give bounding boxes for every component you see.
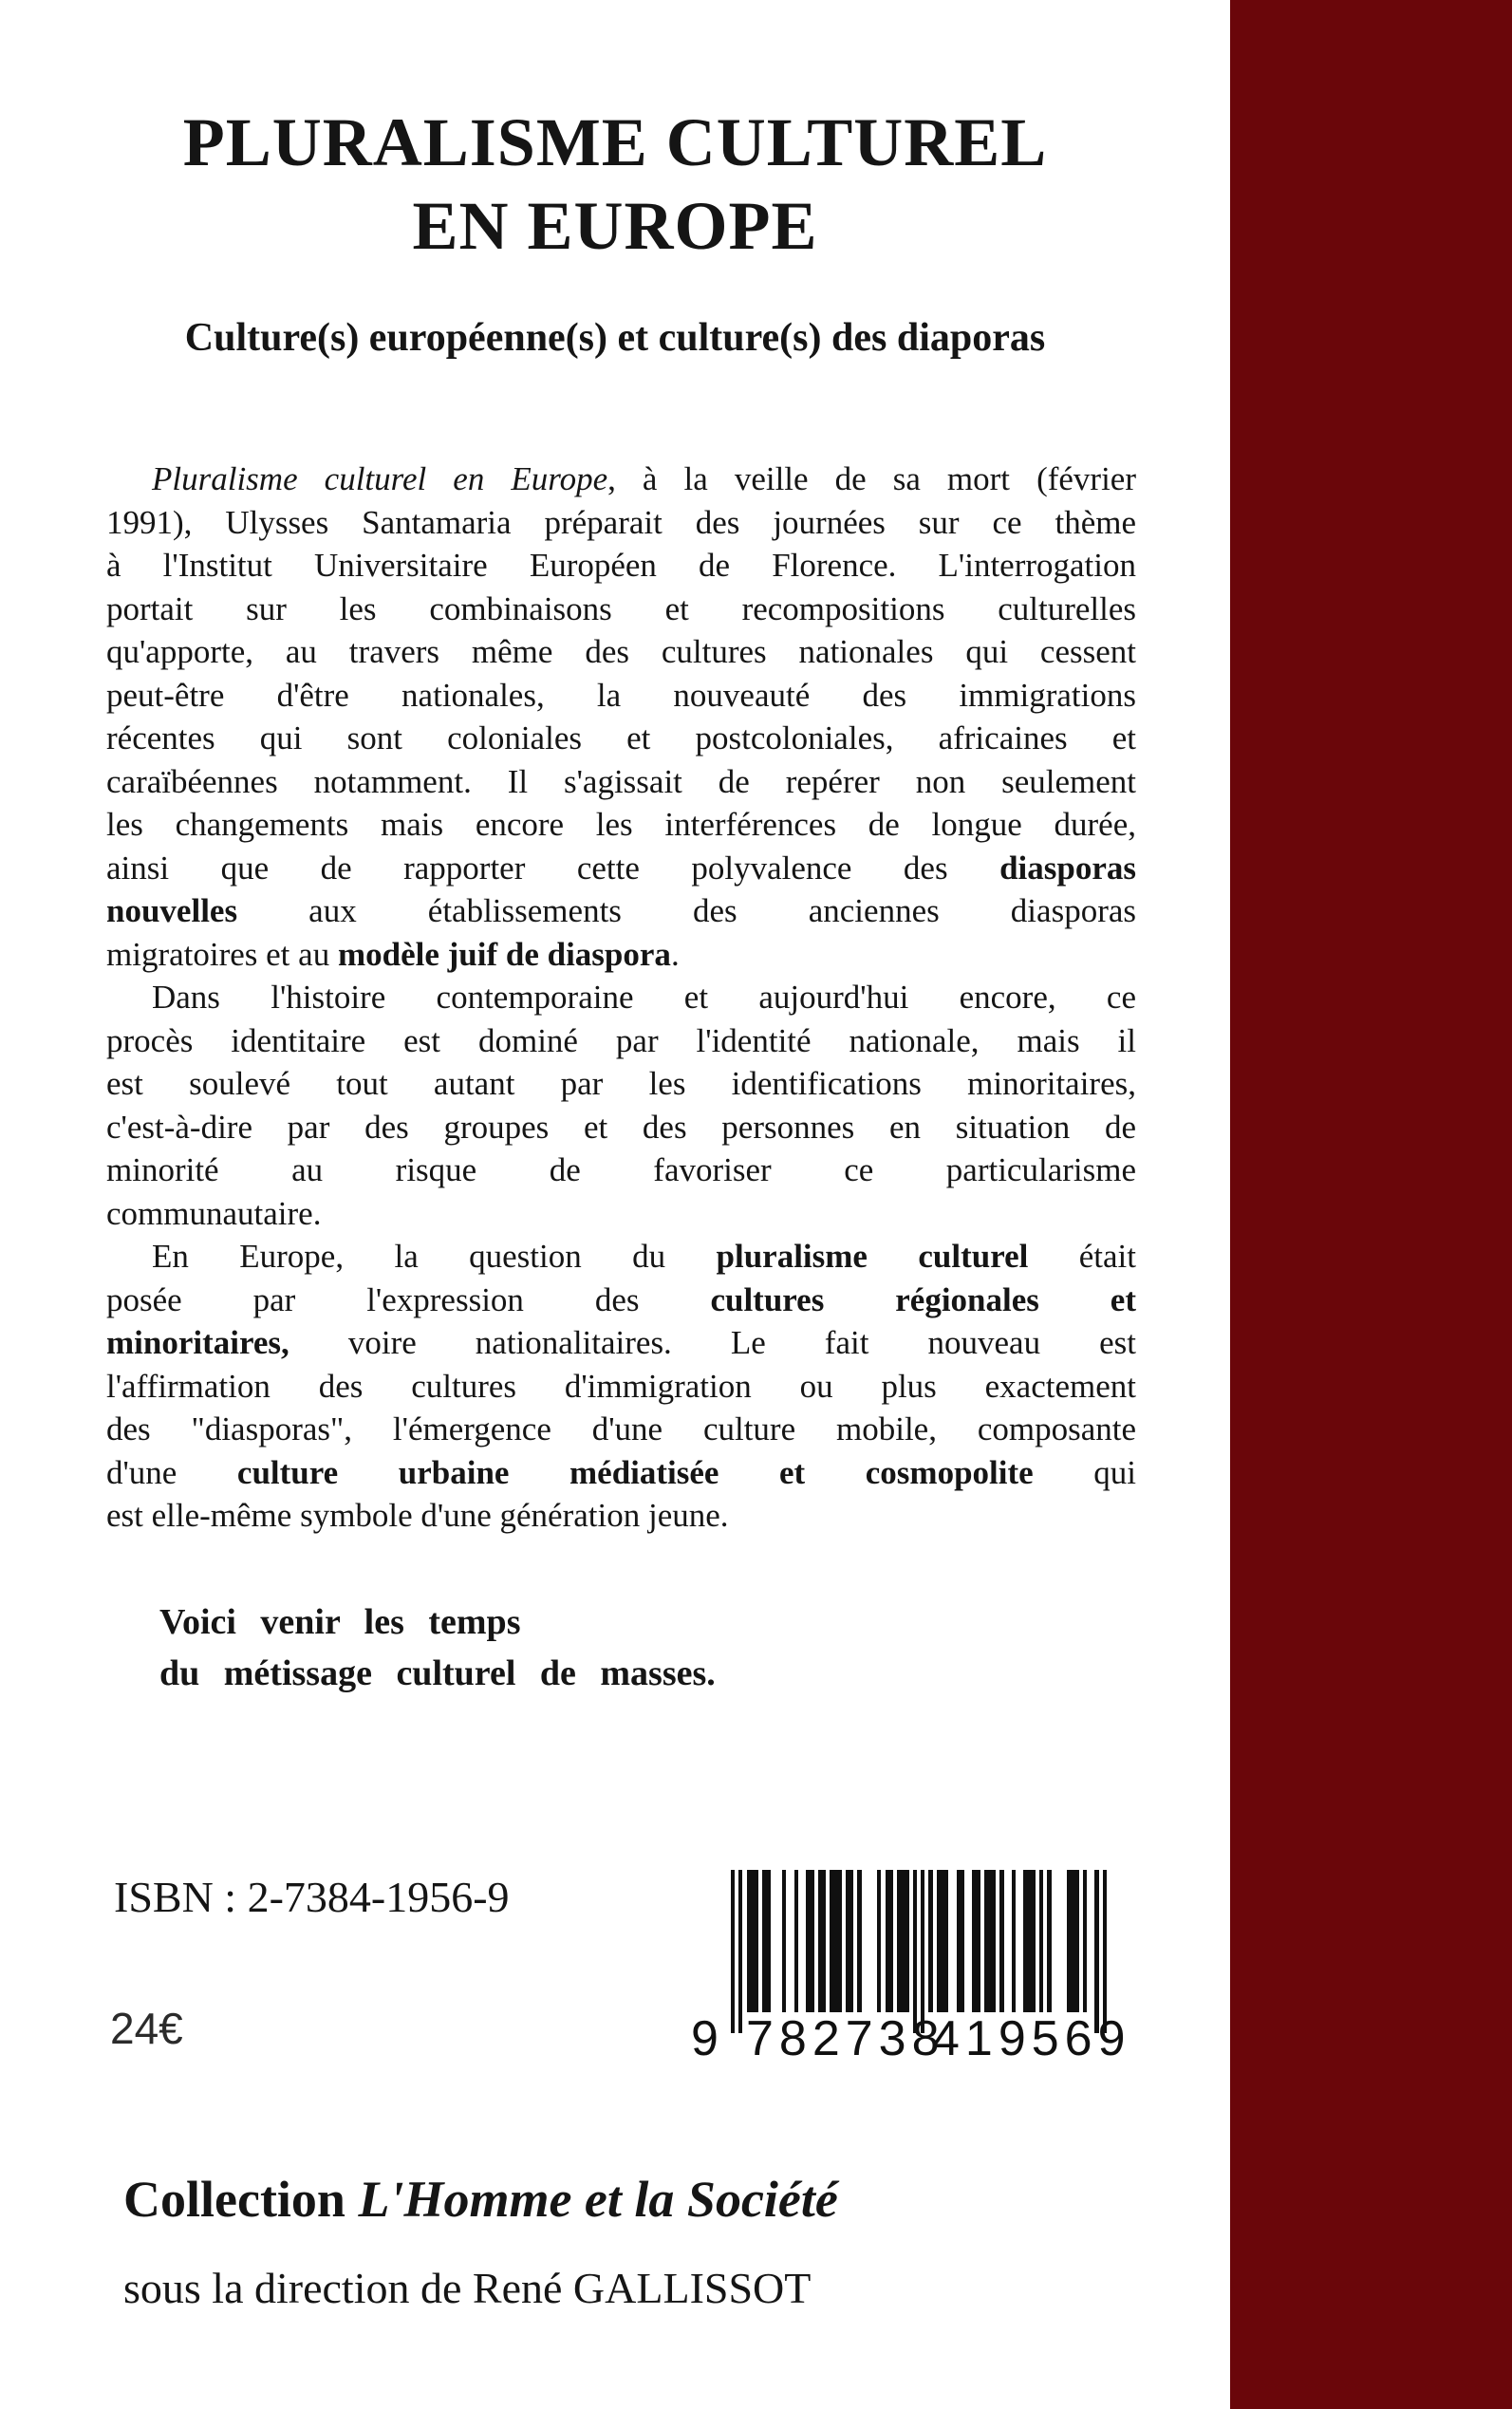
barcode-bar bbox=[886, 1870, 893, 2012]
text-segment: culture urbaine médiatisée et cosmopolite bbox=[236, 1453, 1034, 1491]
barcode-bar bbox=[972, 1870, 980, 2012]
pull-quote bbox=[159, 1597, 716, 1699]
blurb-line bbox=[106, 1192, 1136, 1236]
barcode-digit-group-1: 782738 bbox=[746, 2011, 945, 2066]
barcode-bar bbox=[738, 1870, 742, 2033]
barcode-digit-group-2: 419569 bbox=[932, 2011, 1131, 2066]
barcode-bar bbox=[937, 1870, 949, 2012]
blurb-line bbox=[106, 630, 1136, 674]
barcode-bar bbox=[1023, 1870, 1036, 2012]
text-segment: communautaire. bbox=[106, 1194, 322, 1232]
text-segment: cultures régionales et bbox=[710, 1280, 1137, 1318]
collection-label: Collection bbox=[123, 2171, 359, 2228]
barcode-bar bbox=[1067, 1870, 1079, 2012]
text-segment: aux établissements des anciennes diasporas bbox=[237, 892, 1136, 929]
barcode-bar bbox=[1039, 1870, 1043, 2012]
blurb-paragraph bbox=[106, 458, 1136, 976]
text-segment: caraïbéennes notamment. Il s'agissait de repérer non seulement bbox=[106, 762, 1136, 800]
blurb-line bbox=[106, 1494, 1136, 1538]
barcode-bar bbox=[984, 1870, 997, 2012]
blurb-line bbox=[106, 1279, 1136, 1322]
text-segment: pluralisme culturel bbox=[716, 1238, 1029, 1275]
barcode-digits bbox=[691, 2010, 1131, 2067]
text-segment: peut-être d'être nationales, la nouveauté des immigrations bbox=[106, 676, 1136, 714]
blurb-line bbox=[106, 1451, 1136, 1495]
text-segment: était bbox=[1028, 1238, 1136, 1275]
barcode-bar bbox=[830, 1870, 842, 2012]
book-subtitle: Culture(s) européenne(s) et culture(s) des diaporas bbox=[184, 316, 1046, 360]
blurb-line bbox=[106, 889, 1136, 933]
barcode-bar bbox=[913, 1870, 917, 2033]
blurb-line bbox=[106, 803, 1136, 847]
text-segment: est elle-même symbole d'une génération jeune. bbox=[106, 1497, 729, 1534]
text-segment: minoritaires, bbox=[106, 1324, 289, 1361]
barcode-bar bbox=[1012, 1870, 1016, 2012]
blurb-line bbox=[106, 976, 1136, 1019]
text-segment: est soulevé tout autant par les identifications minoritaires, bbox=[106, 1065, 1136, 1102]
blurb-line bbox=[106, 674, 1136, 718]
text-segment: migratoires et au bbox=[106, 935, 338, 973]
title-line-2: EN EUROPE bbox=[412, 188, 818, 264]
text-segment: portait sur les combinaisons et recompositions culturelles bbox=[106, 589, 1136, 627]
blurb-line bbox=[106, 933, 1136, 977]
isbn-text: ISBN : 2-7384-1956-9 bbox=[114, 1873, 510, 1921]
barcode-bar bbox=[1094, 1870, 1098, 2033]
book-title bbox=[0, 101, 1230, 268]
barcode-bar bbox=[1103, 1870, 1107, 2033]
barcode-bar bbox=[747, 1870, 759, 2012]
barcode-bar bbox=[818, 1870, 826, 2012]
barcode-bar bbox=[782, 1870, 786, 2012]
price-text: 24€ bbox=[110, 2004, 183, 2053]
text-segment: , à la veille de sa mort (février bbox=[607, 460, 1136, 497]
text-segment: 1991), Ulysses Santamaria préparait des journées sur ce thème bbox=[106, 503, 1136, 541]
blurb-line bbox=[106, 1106, 1136, 1149]
blurb-line bbox=[106, 1321, 1136, 1365]
text-segment: modèle juif de diaspora bbox=[337, 935, 671, 973]
text-segment: En Europe, la question du bbox=[152, 1238, 717, 1275]
blurb-line bbox=[106, 1408, 1136, 1451]
text-segment: voire nationalitaires. Le fait nouveau est bbox=[289, 1324, 1136, 1361]
blurb-line bbox=[106, 1148, 1136, 1192]
barcode-bar bbox=[1047, 1870, 1051, 2012]
blurb-line bbox=[106, 847, 1136, 890]
text-segment: d'une bbox=[106, 1453, 237, 1491]
collection-line bbox=[123, 2170, 838, 2229]
barcode-bar bbox=[857, 1870, 861, 2012]
blurb-line bbox=[106, 458, 1136, 501]
pull-quote-line-1: Voici venir les temps bbox=[159, 1602, 521, 1642]
barcode-bar bbox=[928, 1870, 932, 2012]
pull-quote-line-2: du métissage culturel de masses. bbox=[159, 1653, 716, 1693]
blurb-paragraph bbox=[106, 976, 1136, 1235]
barcode-bar bbox=[921, 1870, 924, 2033]
text-segment: procès identitaire est dominé par l'identité nationale, mais il bbox=[106, 1021, 1136, 1059]
blurb-line bbox=[106, 717, 1136, 760]
text-segment: nouvelles bbox=[106, 892, 238, 929]
text-segment: Pluralisme culturel en Europe bbox=[152, 460, 608, 497]
barcode-bar bbox=[846, 1870, 853, 2012]
blurb-line bbox=[106, 501, 1136, 545]
barcode-bar bbox=[731, 1870, 735, 2033]
text-segment: à l'Institut Universitaire Européen de Florence. L'interrogation bbox=[106, 547, 1136, 584]
barcode-digit-lead: 9 bbox=[691, 2011, 719, 2066]
barcode-bar bbox=[897, 1870, 909, 2012]
barcode-bar bbox=[806, 1870, 813, 2012]
barcode-bar bbox=[1083, 1870, 1087, 2012]
text-segment: l'affirmation des cultures d'immigration ou plus exactement bbox=[106, 1367, 1136, 1405]
ean-barcode bbox=[691, 1870, 1131, 2071]
direction-line: sous la direction de René GALLISSOT bbox=[123, 2264, 812, 2312]
text-segment: diasporas bbox=[999, 849, 1136, 887]
blurb-line bbox=[106, 760, 1136, 804]
text-segment: minorité au risque de favoriser ce particularisme bbox=[106, 1151, 1136, 1188]
text-segment: Dans l'histoire contemporaine et aujourd'hui encore, ce bbox=[152, 979, 1136, 1016]
barcode-bar bbox=[794, 1870, 798, 2012]
blurb-line bbox=[106, 1019, 1136, 1063]
text-segment: qu'apporte, au travers même des cultures nationales qui cessent bbox=[106, 633, 1136, 670]
text-segment: posée par l'expression des bbox=[106, 1280, 711, 1318]
blurb-line bbox=[106, 1365, 1136, 1409]
collection-title: L'Homme et la Société bbox=[358, 2171, 838, 2228]
blurb-line bbox=[106, 588, 1136, 631]
text-segment: les changements mais encore les interférences de longue durée, bbox=[106, 806, 1136, 843]
back-cover-blurb bbox=[106, 458, 1136, 1538]
barcode-bar bbox=[762, 1870, 770, 2012]
text-segment: . bbox=[670, 935, 680, 973]
text-segment: qui bbox=[1033, 1453, 1136, 1491]
text-segment: des "diasporas", l'émergence d'une culture mobile, composante bbox=[106, 1410, 1136, 1447]
blurb-line bbox=[106, 544, 1136, 588]
title-line-1: PLURALISME CULTUREL bbox=[182, 104, 1048, 180]
text-segment: ainsi que de rapporter cette polyvalence des bbox=[106, 849, 1000, 887]
maroon-stripe bbox=[1230, 0, 1512, 2409]
text-segment: récentes qui sont coloniales et postcoloniales, africaines et bbox=[106, 719, 1136, 756]
barcode-bar bbox=[877, 1870, 881, 2012]
barcode-bar bbox=[999, 1870, 1003, 2012]
barcode-bar bbox=[957, 1870, 964, 2012]
text-segment: c'est-à-dire par des groupes et des personnes en situation de bbox=[106, 1108, 1136, 1146]
blurb-paragraph bbox=[106, 1235, 1136, 1538]
blurb-line bbox=[106, 1235, 1136, 1279]
blurb-line bbox=[106, 1062, 1136, 1106]
